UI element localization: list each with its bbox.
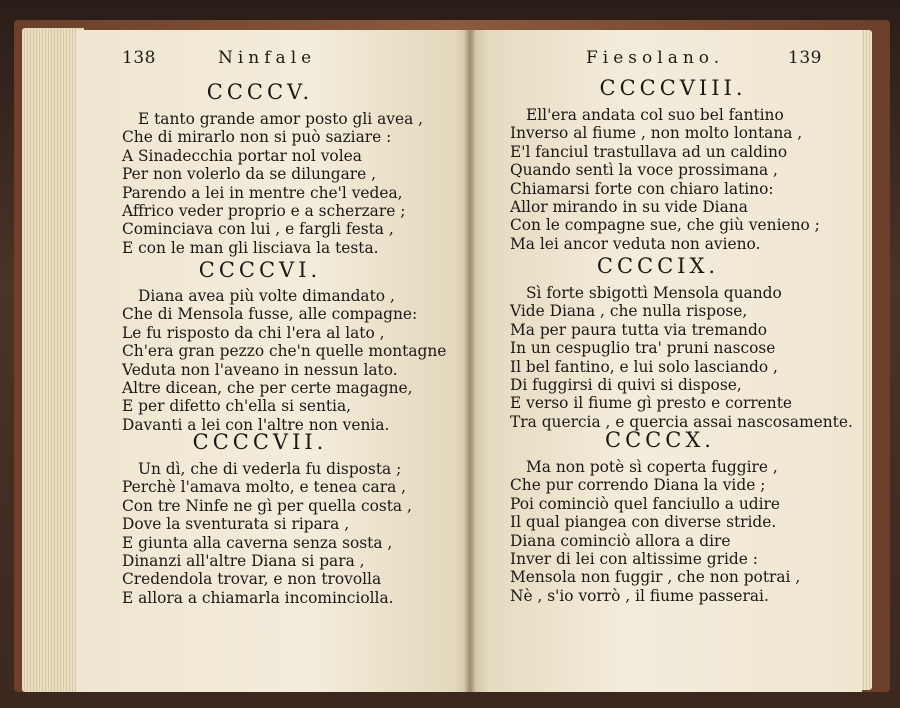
section-heading: CCCCVI. <box>198 258 322 282</box>
verse-line: Inverso al fiume , non molto lontana , <box>510 124 803 143</box>
verse-line: Allor mirando in su vide Diana <box>510 197 748 216</box>
verse-line: Le fu risposto da chi l'era al lato , <box>122 323 385 342</box>
verse-line: Di fuggirsi di quivi si dispose, <box>510 375 742 394</box>
verse-line: Con tre Ninfe ne gì per quella costa , <box>122 496 412 515</box>
stanza <box>122 110 423 257</box>
verse-line: In un cespuglio tra' pruni nascose <box>510 339 776 358</box>
verse-line: A Sinadecchia portar nol volea <box>122 146 362 165</box>
verse-line: Che pur correndo Diana la vide ; <box>510 476 766 495</box>
right-running-title: Fiesolano. <box>586 48 725 68</box>
verse-line: Ch'era gran pezzo che'n quelle montagne <box>122 342 447 361</box>
verse-line: Sì forte sbigottì Mensola quando <box>526 284 782 302</box>
verse-line: Ma non potè sì coperta fuggire , <box>526 458 778 476</box>
verse-line: Con le compagne sue, che giù venieno ; <box>510 216 820 235</box>
verse-line: E per difetto ch'ella si sentia, <box>122 397 352 416</box>
verse-line: Parendo a lei in mentre che'l vedea, <box>122 183 403 202</box>
verse-line: Tra quercia , e quercia assai nascosamente. <box>510 412 853 431</box>
section-heading: CCCCX. <box>605 428 715 452</box>
verse-line: Ell'era andata col suo bel fantino <box>526 106 784 124</box>
verse-line: Cominciava con lui , e fargli festa , <box>122 220 394 239</box>
verse-line: Affrico veder proprio e a scherzare ; <box>122 201 406 220</box>
section-heading: CCCCVII. <box>192 430 328 454</box>
left-page-number: 138 <box>122 48 156 68</box>
verse-line: Vide Diana , che nulla rispose, <box>510 302 748 321</box>
stanza <box>122 287 446 434</box>
book-gutter <box>464 30 476 692</box>
verse-line: Perchè l'amava molto, e tenea cara , <box>122 478 407 497</box>
verse-line: Chiamarsi forte con chiaro latino: <box>510 179 774 198</box>
verse-line: Altre dicean, che per certe magagne, <box>122 378 413 397</box>
verse-line: Ma per paura tutta via tremando <box>510 320 768 339</box>
stanza <box>122 460 412 607</box>
section-heading: CCCCIX. <box>596 254 720 278</box>
verse-line: Quando sentì la voce prossimana , <box>510 161 778 180</box>
verse-line: Mensola non fuggir , che non potrai , <box>510 568 801 587</box>
section-heading: CCCCV. <box>206 80 314 104</box>
verse-line: E tanto grande amor posto gli avea , <box>138 110 424 128</box>
verse-line: Che di mirarlo non si può saziare : <box>122 128 392 147</box>
verse-line: Per non volerlo da se dilungare , <box>122 165 377 184</box>
verse-line: Credendola trovar, e non trovolla <box>122 570 382 589</box>
verse-line: Dove la sventurata si ripara , <box>122 515 350 534</box>
page-edges-left <box>22 28 84 692</box>
verse-line: Poi cominciò quel fanciullo a udire <box>510 494 780 513</box>
right-page-number: 139 <box>788 48 822 68</box>
verse-line: Davanti a lei con l'altre non venia. <box>122 415 390 434</box>
verse-line: Nè , s'io vorrò , il fiume passerai. <box>510 586 769 605</box>
verse-line: Inver di lei con altissime gride : <box>510 549 758 568</box>
verse-line: Ma lei ancor veduta non avieno. <box>510 234 761 253</box>
verse-line: Veduta non l'aveano in nessun lato. <box>122 360 398 379</box>
verse-line: Dinanzi all'altre Diana si para , <box>122 551 365 570</box>
verse-line: Che di Mensola fusse, alle compagne: <box>122 305 418 324</box>
verse-line: Il qual piangea con diverse stride. <box>510 513 777 532</box>
left-running-title: Ninfale <box>218 48 317 68</box>
verse-line: E verso il fiume gì presto e corrente <box>510 394 792 413</box>
verse-line: Il bel fantino, e lui solo lasciando , <box>510 357 778 376</box>
verse-line: E'l fanciul trastullava ad un caldino <box>510 142 788 161</box>
verse-line: E con le man gli lisciava la testa. <box>122 238 379 257</box>
verse-line: Diana avea più volte dimandato , <box>138 287 395 305</box>
stanza <box>510 284 853 431</box>
verse-line: E allora a chiamarla incominciolla. <box>122 588 394 607</box>
section-heading: CCCCVIII. <box>599 76 747 100</box>
verse-line: E giunta alla caverna senza sosta , <box>122 533 393 552</box>
stanza <box>510 458 800 605</box>
stanza <box>510 106 820 253</box>
verse-line: Diana cominciò allora a dire <box>510 531 731 550</box>
verse-line: Un dì, che di vederla fu disposta ; <box>138 460 402 478</box>
